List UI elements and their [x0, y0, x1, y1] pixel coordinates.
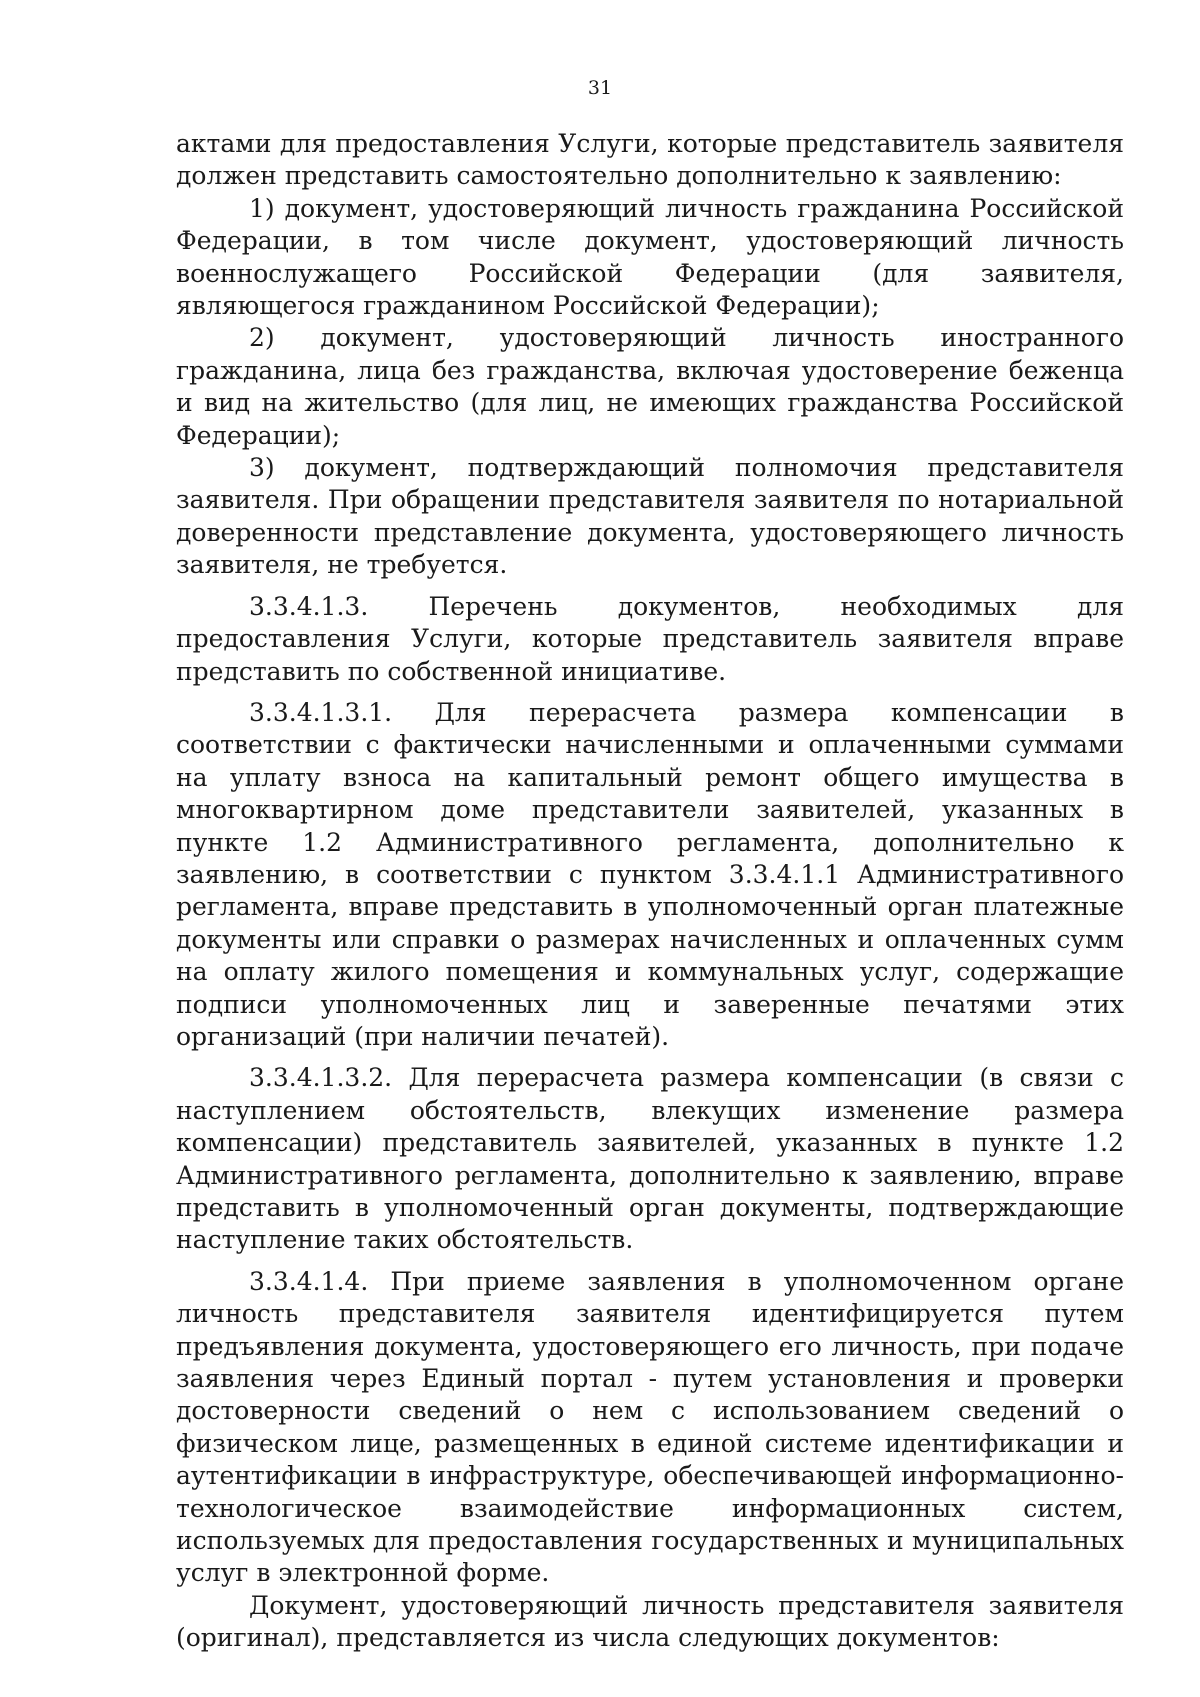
- page-number: 31: [587, 77, 613, 99]
- section-3-3-4-1-3-2: 3.3.4.1.3.2. Для перерасчета размера компенсации (в связи с наступлением обстоятельств, влекущих изменение размера компенсации) представитель заявителей, указанных в пункте 1.2 Административного регламента, дополнительно к заявлению, вправе представить в уполномоченный орган документы, подтверждающие наступление таких обстоятельств.: [176, 1063, 1124, 1255]
- section-3-3-4-1-4: 3.3.4.1.4. При приеме заявления в уполномоченном органе личность представителя заявителя идентифицируется путем предъявления документа, удостоверяющего его личность, при подаче заявления через Единый портал - путем установления и проверки достоверности сведений о нем с использованием сведений о физическом лице, размещенных в единой системе идентификации и аутентификации в инфраструктуре, обеспечивающей информационно-технологическое взаимодействие информационных систем, используемых для предоставления государственных и муниципальных услуг в электронной форме.: [176, 1266, 1124, 1588]
- section-3-3-4-1-3: 3.3.4.1.3. Перечень документов, необходимых для предоставления Услуги, которые представитель заявителя вправе представить по собственной инициативе.: [176, 591, 1124, 686]
- section-3-3-4-1-3-1: 3.3.4.1.3.1. Для перерасчета размера компенсации в соответствии с фактически начисленными и оплаченными суммами на уплату взноса на капитальный ремонт общего имущества в многоквартирном доме представители заявителей, указанных в пункте 1.2 Административного регламента, дополнительно к заявлению, в соответствии с пунктом 3.3.4.1.1 Административного регламента, вправе представить в уполномоченный орган платежные документы или справки о размерах начисленных и оплаченных сумм на оплату жилого помещения и коммунальных услуг, содержащие подписи уполномоченных лиц и заверенные печатями этих организаций (при наличии печатей).: [176, 697, 1124, 1051]
- list-item-3: 3) документ, подтверждающий полномочия представителя заявителя. При обращении представителя заявителя по нотариальной доверенности представление документа, удостоверяющего личность заявителя, не требуется.: [176, 453, 1124, 580]
- paragraph-identity-document: Документ, удостоверяющий личность представителя заявителя (оригинал), представляется из числа следующих документов:: [176, 1590, 1124, 1653]
- list-item-2: 2) документ, удостоверяющий личность иностранного гражданина, лица без гражданства, включая удостоверение беженца и вид на жительство (для лиц, не имеющих гражданства Российской Федерации);: [176, 323, 1124, 450]
- list-item-1: 1) документ, удостоверяющий личность гражданина Российской Федерации, в том числе документ, удостоверяющий личность военнослужащего Российской Федерации (для заявителя, являющегося гражданином Российской Федерации);: [176, 193, 1124, 321]
- document-body: [176, 128, 1124, 1655]
- paragraph-continuation: актами для предоставления Услуги, которые представитель заявителя должен представить самостоятельно дополнительно к заявлению:: [176, 129, 1124, 191]
